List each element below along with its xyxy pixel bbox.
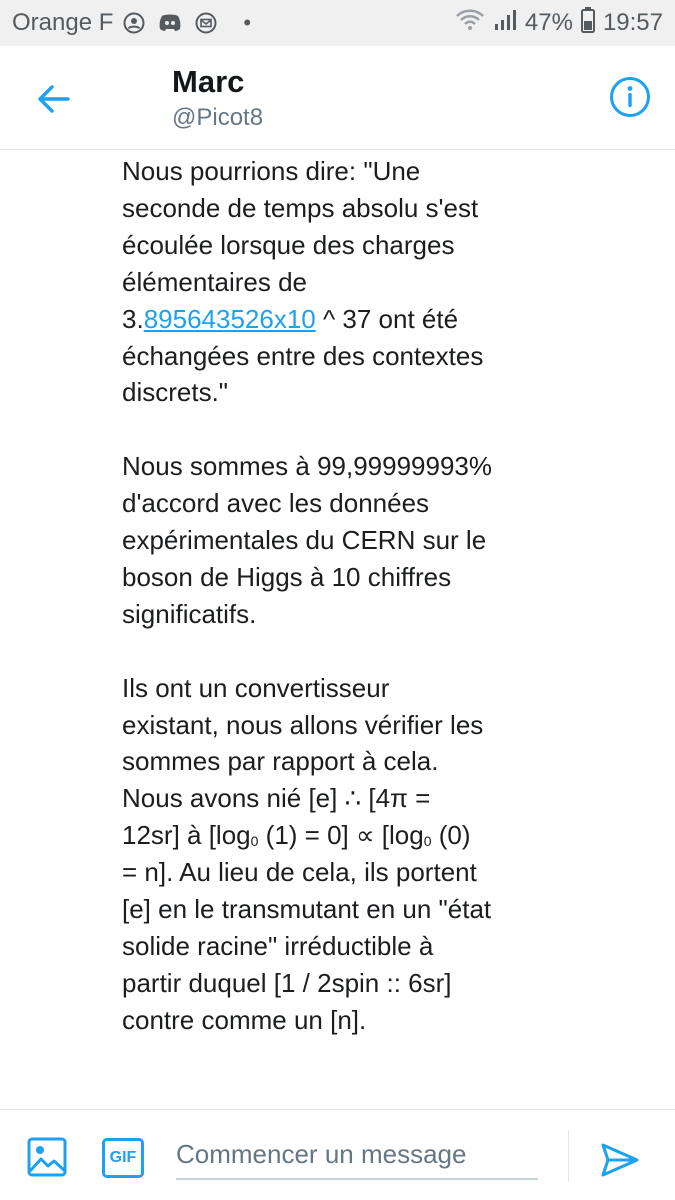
back-button[interactable] (30, 76, 76, 122)
message-thread[interactable] (0, 151, 675, 1109)
contact-handle: @Picot8 (172, 104, 264, 131)
clock: 19:57 (602, 9, 663, 36)
message-body (122, 153, 492, 1039)
message-paragraph-3: Ils ont un convertisseur existant, nous allons vérifier les sommes par rapport à cela. Nous avons nié [e] ∴ [4π = 12sr] à [$\log_0$ $(1) = 0] \propto [\log_0$ (0) = n]. Au lieu de cela, ils portent [e] en le transmutant en un "état solide racine" irréductible à partir duquel [1 / 2spin :: 6sr] contre comme un [n]. (122, 672, 492, 1035)
conversation-header (0, 46, 675, 150)
conversation-title[interactable] (172, 64, 263, 134)
send-button[interactable] (598, 1138, 642, 1182)
account-icon (121, 10, 147, 36)
gif-button[interactable]: GIF (102, 1138, 144, 1178)
battery-icon (581, 7, 595, 40)
message-paragraph-2: Nous sommes à 99,99999993% d'accord avec les données expérimentales du CERN sur le boson de Higgs à 10 chiffres significatifs. (122, 451, 493, 629)
mail-icon (193, 10, 219, 36)
wifi-icon (455, 8, 485, 39)
battery-percent: 47% (524, 9, 573, 36)
message-composer (0, 1109, 675, 1200)
info-button[interactable] (607, 74, 653, 120)
add-photo-button[interactable] (26, 1136, 68, 1178)
info-icon (609, 76, 651, 118)
message-paragraph-1: Nous pourrions dire: "Une seconde de temps absolu s'est écoulée lorsque des charges élémentaires de 3.895643526x10 ^ 37 ont été échangées entre des contextes discrets." (122, 156, 484, 408)
notification-dot: • (243, 10, 252, 35)
contact-name: Marc (172, 64, 245, 99)
send-icon (600, 1142, 640, 1178)
status-bar (0, 0, 675, 46)
composer-divider (568, 1130, 569, 1182)
arrow-left-icon (36, 84, 70, 114)
signal-icon (493, 8, 517, 39)
message-input[interactable] (176, 1130, 538, 1180)
carrier-name: Orange F (12, 9, 114, 36)
discord-icon (157, 10, 183, 36)
message-link[interactable]: 895643526x10 (143, 303, 316, 334)
image-icon (27, 1137, 67, 1177)
